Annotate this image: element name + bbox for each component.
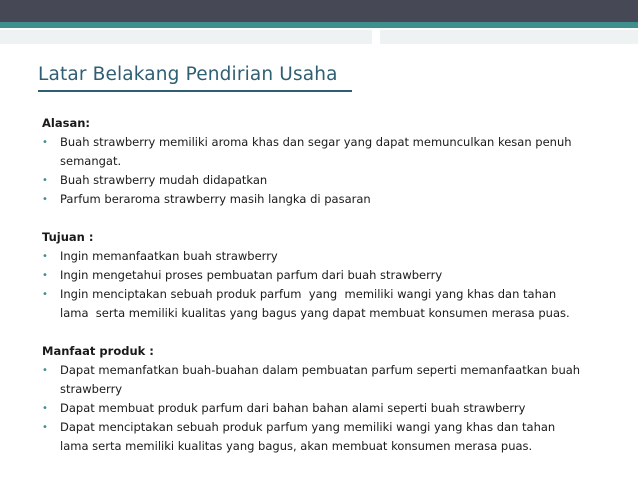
list-item xyxy=(42,133,602,171)
bullet-list xyxy=(42,247,602,323)
slide-title: Latar Belakang Pendirian Usaha xyxy=(38,64,338,85)
section-heading: Manfaat produk : xyxy=(42,344,154,358)
list-item xyxy=(42,399,602,418)
section-manfaat-produk xyxy=(42,342,602,456)
bullet-icon: • xyxy=(42,289,48,300)
list-item xyxy=(42,247,602,266)
list-item-line: lama serta memiliki kualitas yang bagus, akan membuat konsumen merasa puas. xyxy=(60,439,533,453)
header-band-dark xyxy=(0,0,638,22)
list-item-line: Ingin mengetahui proses pembuatan parfum dari buah strawberry xyxy=(60,268,443,282)
list-item-line: Dapat menciptakan sebuah produk parfum yang memiliki wangi yang khas dan tahan xyxy=(60,420,556,434)
bullet-icon: • xyxy=(42,403,48,414)
bullet-icon: • xyxy=(42,270,48,281)
list-item xyxy=(42,418,602,456)
bullet-icon: • xyxy=(42,422,48,433)
list-item-line: Dapat memanfatkan buah-buahan dalam pembuatan parfum seperti memanfaatkan buah xyxy=(60,363,581,377)
list-item xyxy=(42,285,602,323)
list-item-line: Parfum beraroma strawberry masih langka di pasaran xyxy=(60,192,371,206)
list-item-line: Ingin memanfaatkan buah strawberry xyxy=(60,249,278,263)
section-heading: Alasan: xyxy=(42,116,90,130)
list-item-line: strawberry xyxy=(60,382,123,396)
list-item-line: lama serta memiliki kualitas yang bagus yang dapat membuat konsumen merasa puas. xyxy=(60,306,570,320)
list-item xyxy=(42,171,602,190)
bullet-list xyxy=(42,133,602,209)
bullet-icon: • xyxy=(42,251,48,262)
list-item-line: semangat. xyxy=(60,154,122,168)
section-tujuan xyxy=(42,228,602,323)
bullet-icon: • xyxy=(42,365,48,376)
header-band-notch-fill xyxy=(380,30,638,44)
list-item-line: Buah strawberry memiliki aroma khas dan segar yang dapat memunculkan kesan penuh xyxy=(60,135,572,149)
list-item-line: Dapat membuat produk parfum dari bahan bahan alami seperti buah strawberry xyxy=(60,401,526,415)
section-alasan xyxy=(42,114,602,209)
title-underline xyxy=(38,90,352,92)
section-heading: Tujuan : xyxy=(42,230,94,244)
bullet-icon: • xyxy=(42,175,48,186)
list-item xyxy=(42,190,602,209)
bullet-list xyxy=(42,361,602,456)
list-item xyxy=(42,361,602,399)
list-item-line: Ingin menciptakan sebuah produk parfum yang memiliki wangi yang khas dan tahan xyxy=(60,287,557,301)
bullet-icon: • xyxy=(42,194,48,205)
list-item-line: Buah strawberry mudah didapatkan xyxy=(60,173,268,187)
bullet-icon: • xyxy=(42,137,48,148)
list-item xyxy=(42,266,602,285)
slide-body xyxy=(42,114,602,475)
